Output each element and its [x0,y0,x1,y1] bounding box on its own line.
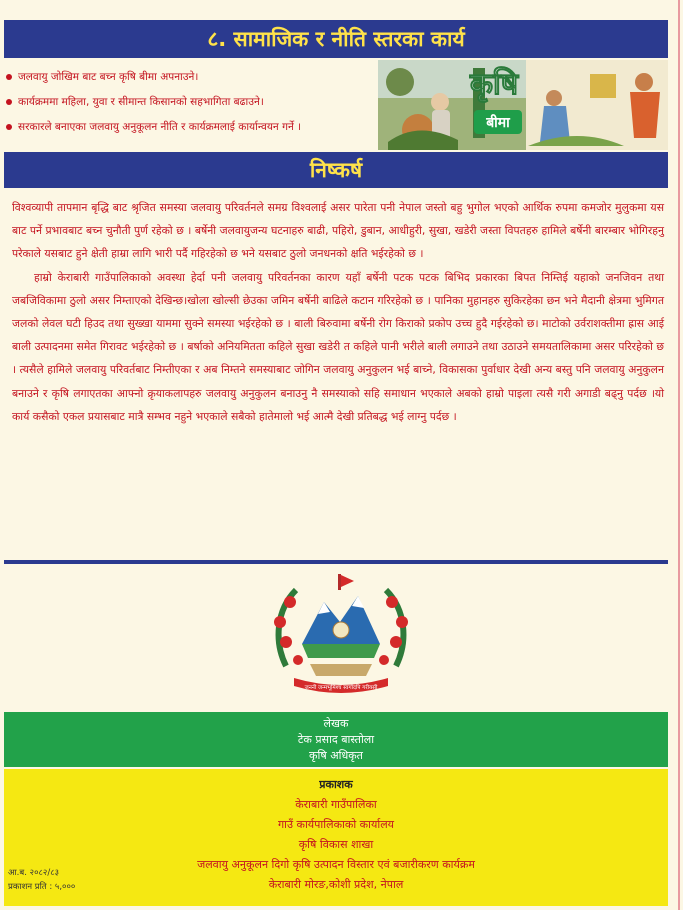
publisher-heading: प्रकाशक [319,778,353,791]
copies-count: प्रकाशन प्रति : ५,००० [8,882,76,892]
bullet-item: सरकारले बनाएका जलवायु अनुकूलन नीति र कार्यक्रमलाई कार्यान्वयन गर्ने । [6,120,376,134]
publication-meta [8,866,75,894]
author-heading: लेखक [323,717,349,730]
publisher-line: केराबारी मोरङ,कोशी प्रदेश, नेपाल [268,878,404,891]
section-divider [4,560,668,564]
fiscal-year: आ.ब. २०८२/८३ [8,868,60,878]
section-title-banner: ८. सामाजिक र नीति स्तरका कार्य [4,20,668,58]
author-name: टेक प्रसाद बास्तोला [297,733,375,746]
bullet-item: कार्यक्रममा महिला, युवा र सीमान्त किसानको सहभागिता बढाउने। [6,95,376,109]
conclusion-title-banner: निष्कर्ष [4,152,668,188]
conclusion-paragraph: हाम्रो केराबारी गाउँपालिकाको अवस्था हेर्दा पनी जलवायु परिवर्तनका कारण यहाँ बर्षेनी पटक पटक बिभिद प्रकारका बिपत निम्तिई यहाको जनजिवन तथा जबजिविकामा ठुलो असर निम्ताएको देखिन्छ।खोला खोल्सी छेउका जमिन बर्षेनी बाढिले कटान गरिरहेको छ । पानिका मुहानहरु सुकिरहेका छन भने मैदानी क्षेत्रमा भुमिगत जलको लेवल घटी हिउद तथा सुख्खा याममा सुक्ने समस्या भईरहेको छ । बाली बिरुवामा बर्षेनी रोग किराको प्रकोप उच्च हुदै गईरहेको छ। माटोको उर्वराशक्तीमा ह्रास आई बाली उत्पादनमा समेत गिरावट भईरहेको छ । बर्षाको अनियमितता कहिले सुखा खडेरी त कहिले पानी भरीले बाली लगाउने तथा उठाउने समयतालिकामा असर परिरहेको छ । त्यसैले हामिले जलवायु परिवर्तबाट निम्तीएका र अब निम्तने समस्याबाट जोगिन जलवायु अनुकुलन भई बाच्ने, विकासका पुर्वाधार देखी अन्य बस्तु पनि जलवायु अनुकुलन बनाउने र कृषि लगाएतका आफ्नो क्रृयाकलापहरु जलवायु अनुकुलन बनाउनु नै समस्याको सहि समाधान भएकाले अबको हाम्रो पाइला त्यसै गरी अगाडी बढ्नु पर्दछ ।यो कार्य कसैको एकल प्रयासबाट मात्रै सम्भव नहुने भएकाले सबैको हातेमालो भई आत्मै देखी प्रतिबद्ध भई लाग्नु पर्दछ । [12,270,664,423]
publisher-line: जलवायु अनुकूलन दिगो कृषि उत्पादन विस्तार एवं बजारीकरण कार्यक्रम [197,858,475,871]
bullet-dot-icon [6,99,12,105]
bullet-dot-icon [6,124,12,130]
author-role: कृषि अधिकृत [309,749,363,762]
illustration-badge: बीमा [486,115,510,131]
bullet-list [6,70,376,145]
illustration-title: कृषि [470,67,519,102]
crop-insurance-illustration [378,60,668,150]
nepal-emblem [266,572,416,700]
page-edge-line [678,0,680,910]
publisher-line: केराबारी गाउँपालिका [295,798,377,811]
publisher-line: गाउँ कार्यपालिकाको कार्यालय [277,818,395,831]
publisher-block [4,769,668,906]
bullet-item: जलवायु जोखिम बाट बच्न कृषि बीमा अपनाउने। [6,70,376,84]
conclusion-body [12,196,664,428]
publisher-line: कृषि विकास शाखा [298,838,374,851]
emblem-motto: जननी जन्मभूमिश्च स्वर्गादपि गरीयसी [304,685,378,691]
author-block [4,712,668,767]
conclusion-paragraph: विश्वव्यापी तापमान बृद्धि बाट श्रृजित समस्या जलवायु परिवर्तनले समग्र विश्वलाई असर पारेता पनी नेपाल जस्तो बहु भुगोल भएको आर्थिक रुपमा कमजोर मुलुकमा यस बाट पर्ने प्रभावबाट बच्न चुनौती पुर्ण रहेको छ । बर्षेनी जलवायुजन्य घटनाहरु बाढी, पहिरो, डुबान, आधीहुरी, सुखा, खडेरी जस्ता विपतहरु हामिले बर्षेनी बारम्बार भोगिरहनु परेकाले यसबाट हुने क्षेती हाम्रा लागि भारी पर्दै गहिरहेको छ भने यसबाट ठुलो जनधनको क्षति भईरहेको छ । [12,201,664,261]
bullet-dot-icon [6,74,12,80]
